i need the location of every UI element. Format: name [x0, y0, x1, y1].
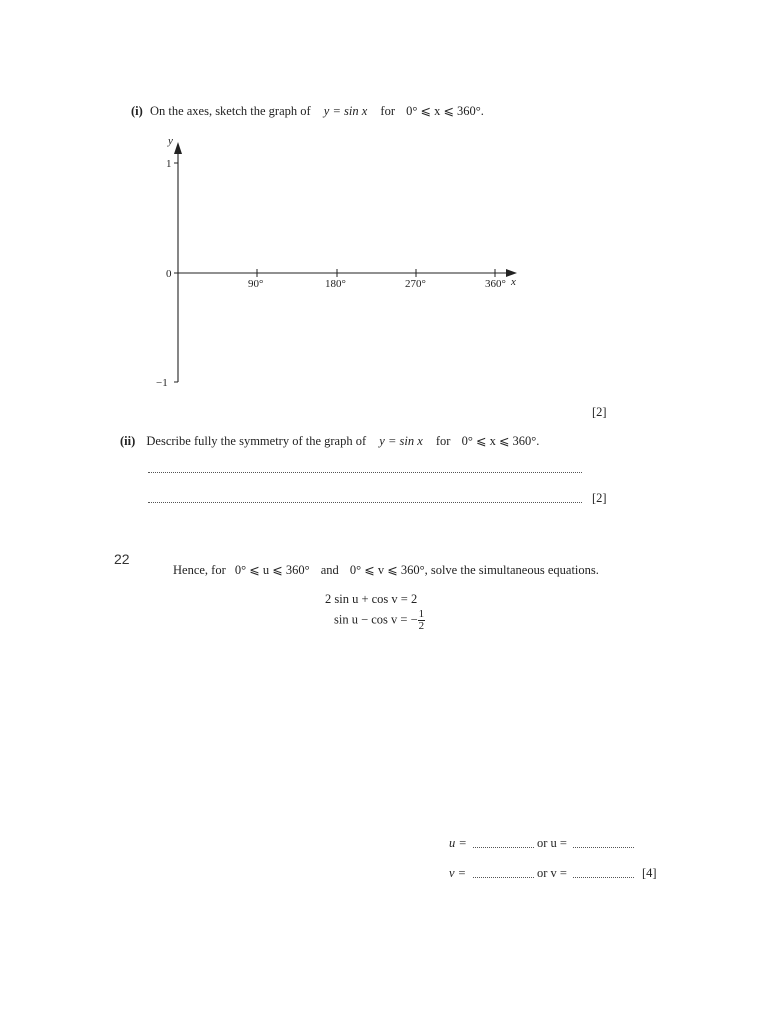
question-22-instruction [173, 562, 599, 578]
u-answer-1[interactable] [473, 847, 534, 848]
part-ii-equation: y = sin x [379, 434, 423, 448]
fraction-denominator: 2 [418, 620, 425, 632]
x-axis-label: x [511, 276, 516, 288]
part-i-for: for [380, 104, 395, 118]
part-i-text: On the axes, sketch the graph of [149, 104, 311, 118]
u-label: u = [449, 836, 467, 850]
answer-line-2[interactable] [148, 502, 582, 503]
sketch-axes[interactable] [150, 130, 530, 395]
part-i-label: (i) [131, 104, 143, 118]
part-i-range: 0° ⩽ x ⩽ 360°. [406, 104, 484, 118]
x-tick-90: 90° [248, 278, 264, 290]
q22-range-u: 0° ⩽ u ⩽ 360° [234, 563, 310, 577]
y-axis-label: y [168, 135, 173, 147]
fraction-one-half [418, 609, 426, 632]
answer-marks: [4] [642, 866, 657, 880]
fraction-numerator: 1 [418, 608, 425, 620]
y-tick-1: 1 [166, 158, 172, 170]
equation-2 [334, 609, 425, 632]
part-i-equation: y = sin x [323, 104, 368, 118]
v-answer-1[interactable] [473, 877, 534, 878]
part-ii-text: Describe fully the symmetry of the graph of [146, 434, 367, 448]
y-tick-0: 0 [166, 268, 172, 280]
x-tick-180: 180° [325, 278, 346, 290]
question-number: 22 [114, 551, 130, 567]
equation-1: 2 sin u + cos v = 2 [325, 592, 418, 606]
part-ii-marks: [2] [592, 491, 607, 505]
part-ii-range: 0° ⩽ x ⩽ 360°. [461, 434, 540, 448]
or-v-label: or v = [537, 866, 567, 880]
v-answer-2[interactable] [573, 877, 634, 878]
u-answer-2[interactable] [573, 847, 634, 848]
q22-prefix: Hence, for [173, 563, 226, 577]
y-tick-minus-1: −1 [156, 377, 168, 389]
or-u-label: or u = [537, 836, 567, 850]
part-ii-instruction [120, 433, 539, 449]
x-tick-270: 270° [405, 278, 426, 290]
q22-range-v: 0° ⩽ v ⩽ 360°, [349, 563, 428, 577]
part-ii-label: (ii) [120, 434, 136, 448]
part-i-marks: [2] [592, 405, 607, 419]
equation-2-left: sin u − cos v = − [334, 612, 418, 627]
q22-and: and [320, 563, 339, 577]
x-tick-360: 360° [485, 278, 506, 290]
q22-suffix: solve the simultaneous equations. [430, 563, 599, 577]
part-i-instruction [131, 103, 484, 119]
part-ii-for: for [435, 434, 451, 448]
answer-line-1[interactable] [148, 472, 582, 473]
v-label: v = [449, 866, 467, 880]
